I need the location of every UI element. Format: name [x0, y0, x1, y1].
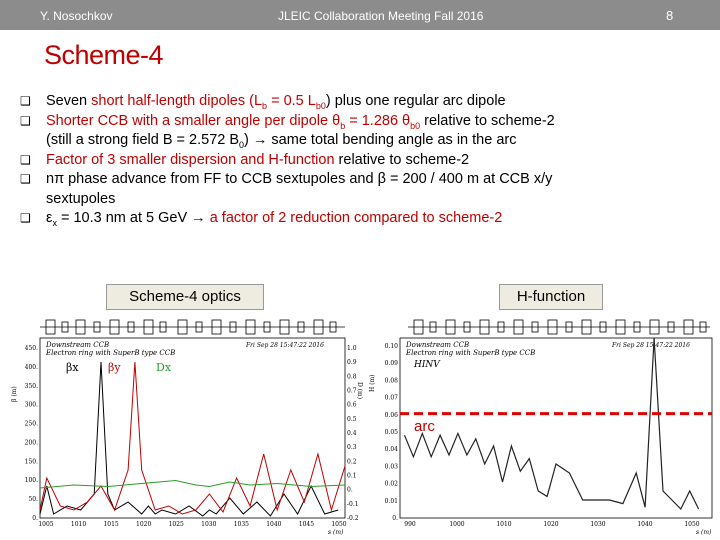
y2tick-label: 0.5 [347, 415, 357, 423]
ytick-label: 0.05 [384, 429, 398, 436]
curve-label-hinv: HINV [414, 360, 440, 370]
ytick-label: 400. [24, 363, 38, 371]
xtick-label: 1035 [233, 521, 249, 528]
xtick-label: 1025 [168, 521, 184, 528]
header-author: Y. Nosochkov [40, 9, 113, 23]
xtick-label: 1005 [38, 521, 54, 528]
arc-label: arc [414, 418, 435, 435]
ylabel-dispersion: D (m) [356, 382, 363, 400]
checkbox-bullet-icon: ❑ [20, 94, 31, 108]
bullet-1: ❑ Seven short half-length dipoles ($L_b = 0.5$ $L_{b0}$) plus one regular arc dipole [20, 93, 506, 111]
y2tick-label: 0.8 [347, 373, 357, 381]
xtick-label: 1040 [266, 521, 282, 528]
ytick-label: 100. [24, 477, 38, 485]
xtick-label: 1030 [201, 521, 217, 528]
ytick-label: 0. [32, 515, 38, 522]
header-meeting: JLEIC Collaboration Meeting Fall 2016 [278, 9, 484, 23]
optics-plot [10, 312, 363, 538]
bullet-3: ❑ Factor of 3 smaller dispersion and H-function relative to scheme-2 [20, 151, 710, 171]
bullet-2: ❑ Shorter CCB with a smaller angle per dipole $\theta_b = 1.286$ $\theta_{b0}$ relative to scheme-2 [20, 112, 555, 131]
ytick-label: 0.08 [384, 377, 398, 385]
xtick-label: 1000 [449, 521, 465, 528]
arrow-right-icon: → [252, 132, 268, 148]
legend-betax: βx [66, 361, 79, 374]
xtick-label: 1040 [637, 521, 653, 528]
xtick-label: 1015 [103, 521, 119, 528]
legend-dx: Dx [156, 361, 172, 374]
plot-timestamp: Fri Sep 28 15:47:22 2016 [246, 342, 324, 349]
right-yticks [347, 345, 359, 522]
y2tick-label: -0.2 [347, 515, 359, 522]
slide-title: Scheme-4 [44, 40, 164, 70]
optics-label-box: Scheme-4 optics [106, 284, 264, 310]
bullet-4-continuation: sextupoles [46, 190, 116, 207]
checkbox-bullet-icon: ❑ [20, 211, 31, 225]
plot-subtitle: Electron ring with SuperB type CCB [406, 349, 536, 357]
ytick-label: 300. [24, 401, 38, 409]
series-Dx [40, 481, 345, 489]
xtick-label: 1010 [496, 521, 512, 528]
bullet-4: ❑ nπ phase advance from FF to CCB sextupoles and β = 200 / 400 m at CCB x/y [20, 170, 710, 190]
checkbox-bullet-icon: ❑ [20, 152, 31, 167]
y2tick-label: 0.2 [347, 458, 357, 466]
y2tick-label: 0.1 [347, 472, 357, 480]
bullet-5: ❑ $\varepsilon_x = 10.3$ nm at 5 GeV → a factor of 2 reduction compared to scheme-2 [20, 210, 503, 228]
y2tick-label: -0.1 [347, 500, 359, 508]
ylabel-beta: β (m) [11, 386, 18, 402]
arrow-right-icon: → [191, 210, 206, 226]
page-number: 8 [666, 8, 674, 23]
series-βy [40, 362, 345, 514]
xtick-label: 1050 [331, 521, 347, 528]
checkbox-bullet-icon: ❑ [20, 113, 31, 128]
xlabel: s (m) [696, 529, 712, 536]
xtick-label: 1020 [543, 521, 559, 528]
plot-timestamp: Fri Sep 28 15:47:22 2016 [612, 342, 690, 349]
ytick-label: 0.10 [384, 343, 398, 350]
xtick-label: 990 [404, 521, 416, 528]
y2tick-label: 0.7 [347, 387, 357, 395]
y2tick-label: 1.0 [347, 345, 357, 352]
plot-subtitle: Electron ring with SuperB type CCB [46, 349, 176, 357]
xtick-label: 1020 [136, 521, 152, 528]
xtick-label: 1010 [70, 521, 87, 528]
left-yticks [25, 345, 38, 522]
xtick-label: 1045 [298, 521, 315, 528]
ytick-label: 0.02 [384, 480, 398, 488]
bullet-2-continuation: (still a strong field B = 2.572 $B_0$) → same total bending angle as in the arc [46, 132, 517, 150]
hfunc-yticks [385, 343, 399, 522]
y2tick-label: 0.9 [347, 359, 357, 367]
ytick-label: 250. [24, 420, 38, 428]
ytick-label: 200. [24, 439, 38, 447]
ytick-label: 50. [28, 496, 38, 504]
ytick-label: 450. [24, 345, 38, 352]
series-βx [40, 362, 338, 516]
y2tick-label: 0. [347, 486, 353, 494]
legend-betay: βy [108, 361, 121, 374]
ytick-label: 0.06 [384, 411, 398, 419]
xtick-label: 1050 [684, 521, 700, 528]
plot-title: Downstream CCB [46, 341, 110, 349]
y2tick-label: 0.4 [347, 430, 357, 437]
lattice-strip [408, 320, 710, 334]
y2tick-label: 0.3 [347, 444, 357, 452]
lattice-strip [40, 320, 345, 334]
ytick-label: 0.01 [384, 497, 398, 505]
plot-title: Downstream CCB [406, 341, 470, 349]
ytick-label: 0.03 [384, 463, 398, 471]
ytick-label: 0. [392, 515, 398, 522]
series-hinv [405, 338, 699, 509]
ytick-label: 150. [24, 458, 38, 466]
hfunction-label-box: H-function [499, 284, 603, 310]
ytick-label: 0.04 [384, 446, 398, 454]
ytick-label: 0.09 [384, 360, 398, 368]
ytick-label: 350. [24, 382, 38, 390]
bullet-list [20, 92, 710, 229]
xlabel: s (m) [328, 529, 344, 536]
y2tick-label: 0.6 [347, 401, 357, 409]
xtick-label: 1030 [590, 521, 606, 528]
hfunc-xticks [404, 521, 700, 528]
left-xticks [38, 521, 346, 528]
plot-frame [400, 338, 712, 518]
ylabel-h: H (m) [369, 374, 376, 392]
checkbox-bullet-icon: ❑ [20, 172, 31, 186]
ytick-label: 0.07 [384, 394, 398, 402]
slide-header [0, 0, 720, 30]
